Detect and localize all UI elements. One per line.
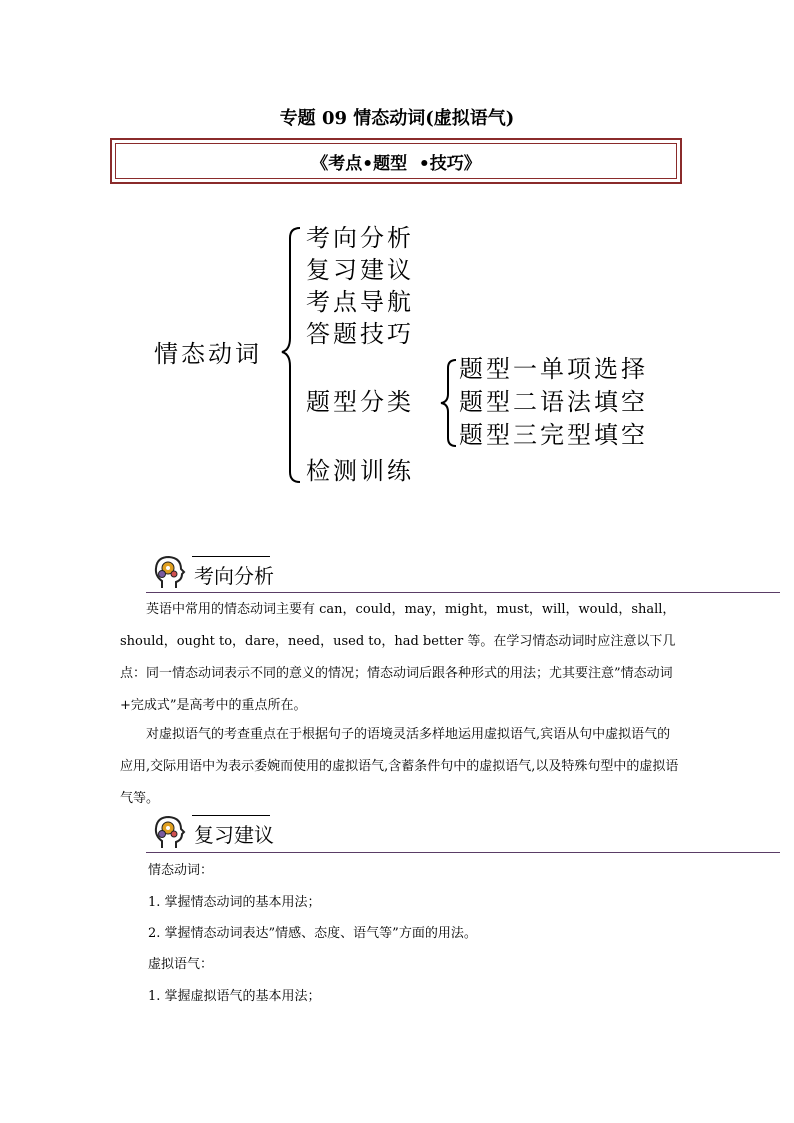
paragraph-kaoxiang-2: 对虚拟语气的考查重点在于根据句子的语境灵活多样地运用虚拟语气,宾语从句中虚拟语气的应用,交际用语中为表示委婉而使用的虚拟语气,含蓄条件句中的虚拟语气,以及特殊句型中的虚拟语气等。 (120, 727, 679, 806)
section-overline (192, 556, 270, 557)
head-gears-icon (148, 552, 188, 592)
mindmap-sub-wanxing: 题型三完型填空 (459, 421, 648, 449)
review-line-5: 1. 掌握虚拟语气的基本用法； (148, 989, 321, 1004)
section-title-kaoxiang: 考向分析 (194, 564, 274, 588)
title-box-text: 《考点•题型 •技巧》 (115, 143, 677, 179)
mindmap-sub-yufa: 题型二语法填空 (459, 388, 648, 416)
mindmap-branch-kaodian: 考点导航 (306, 288, 414, 316)
head-gears-icon (148, 812, 188, 852)
mindmap-branch-kaoxiang: 考向分析 (306, 224, 414, 252)
document-title: 专题 09 情态动词(虚拟语气) (279, 108, 515, 129)
mindmap-branch-tixing: 题型分类 (306, 388, 414, 416)
section-title-fuxi: 复习建议 (194, 823, 274, 847)
title-box (110, 138, 682, 184)
review-line-2: 1. 掌握情态动词的基本用法； (148, 895, 321, 910)
review-line-3: 2. 掌握情态动词表达”情感、态度、语气等”方面的用法。 (148, 926, 477, 941)
section-overline (192, 815, 270, 816)
section-rule (146, 592, 780, 593)
paragraph-kaoxiang-1: 英语中常用的情态动词主要有 can，could，may，might，must，will，would，shall，should，ought to，dare，need，used to，had better 等。在学习情态动词时应注意以下几点：同一情态动词表示不同的意义的情况；情态动词后跟各种形式的用法；尤其要注意”情态动词+完成式”是高考中的重点所在。 (120, 602, 676, 713)
mindmap-branch-fuxi: 复习建议 (306, 256, 414, 284)
mindmap-sub-brace (438, 356, 460, 450)
section-rule (146, 852, 780, 853)
review-line-4: 虚拟语气： (148, 957, 214, 972)
mindmap-branch-dati: 答题技巧 (306, 320, 414, 348)
mindmap-root: 情态动词 (154, 340, 262, 368)
mindmap-sub-danxiang: 题型一单项选择 (459, 355, 648, 383)
mindmap-branch-jiance: 检测训练 (306, 457, 414, 485)
review-line-1: 情态动词： (148, 863, 214, 878)
